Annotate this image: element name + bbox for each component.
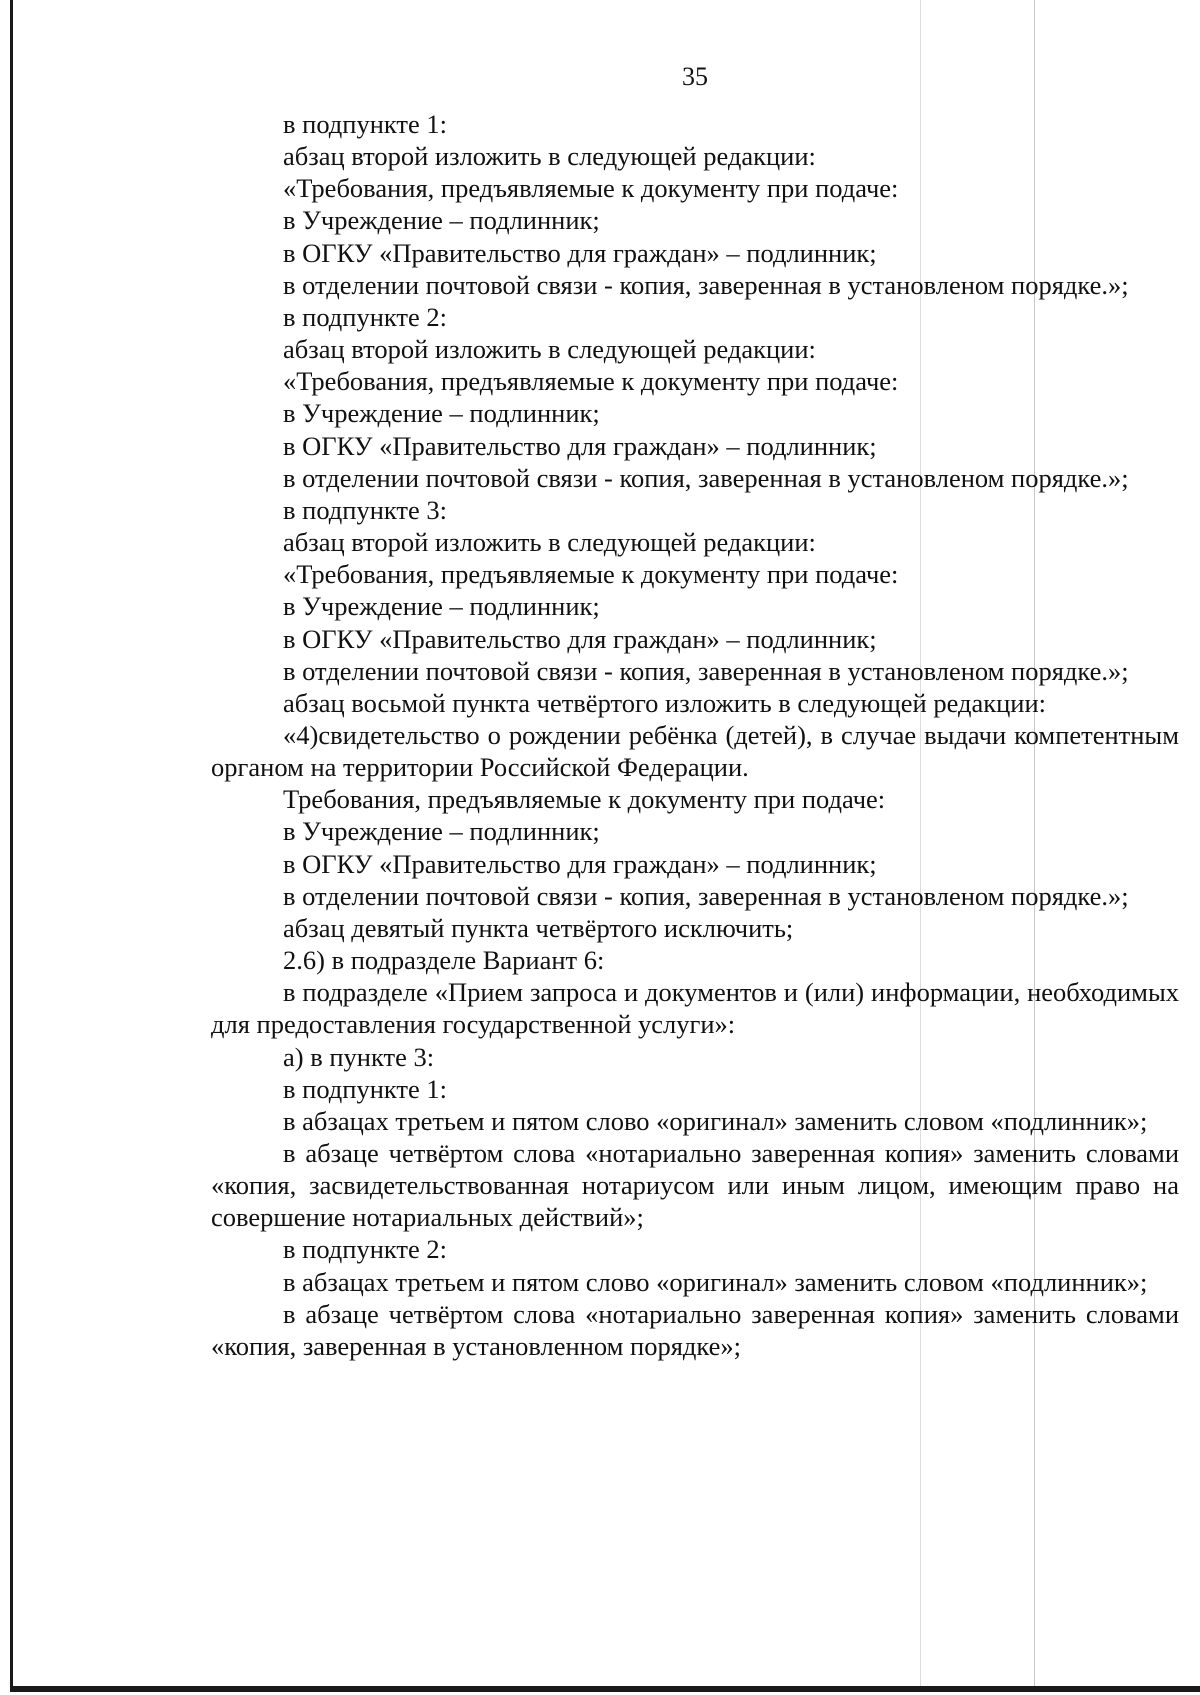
document-body [211, 108, 1179, 1362]
paragraph: в отделении почтовой связи - копия, заверенная в установленом порядке.»; [283, 269, 1129, 300]
paragraph: в Учреждение – подлинник; [283, 205, 600, 236]
paragraph: в абзацах третьем и пятом слово «оригинал» заменить словом «подлинник»; [283, 1105, 1148, 1136]
paragraph: «Требования, предъявляемые к документу при подаче: [283, 559, 899, 590]
paragraph: абзац второй изложить в следующей редакции: [283, 334, 816, 365]
paragraph: 2.6) в подразделе Вариант 6: [283, 945, 605, 976]
paragraph: в абзацах третьем и пятом слово «оригинал» заменить словом «подлинник»; [283, 1266, 1148, 1297]
paragraph: в отделении почтовой связи - копия, заверенная в установленом порядке.»; [283, 880, 1129, 911]
paragraph: в подпункте 1: [283, 109, 448, 139]
paragraph: в подпункте 1: [283, 1073, 448, 1104]
paragraph: в Учреждение – подлинник; [283, 591, 600, 622]
scan-border-bottom [10, 1686, 1200, 1692]
paragraph: в ОГКУ «Правительство для граждан» – подлинник; [283, 237, 877, 268]
paragraph: в подпункте 2: [283, 1234, 448, 1265]
paragraph: а) в пункте 3: [283, 1041, 435, 1072]
paragraph: в подразделе «Прием запроса и документов и (или) информации, необходимых для предоставления государственной услуги»: [211, 977, 1179, 1040]
paragraph: в ОГКУ «Правительство для граждан» – подлинник; [283, 430, 877, 461]
paragraph: «Требования, предъявляемые к документу при подаче: [283, 173, 899, 204]
paragraph: абзац восьмой пункта четвёртого изложить в следующей редакции: [283, 687, 1047, 718]
scan-border-left [10, 0, 13, 1690]
paragraph: «Требования, предъявляемые к документу при подаче: [283, 366, 899, 397]
paragraph: абзац девятый пункта четвёртого исключить; [283, 912, 794, 943]
paragraph: в абзаце четвёртом слова «нотариально заверенная копия» заменить словами «копия, засвидетельствованная нотариусом или иным лицом, имеющим право на совершение нотариальных действий»; [211, 1138, 1179, 1233]
paragraph: в Учреждение – подлинник; [283, 816, 600, 847]
paragraph: в отделении почтовой связи - копия, заверенная в установленом порядке.»; [283, 655, 1129, 686]
paragraph: абзац второй изложить в следующей редакции: [283, 527, 816, 558]
paragraph: в абзаце четвёртом слова «нотариально заверенная копия» заменить словами «копия, заверенная в установленном порядке»; [211, 1298, 1179, 1361]
paragraph: в подпункте 3: [283, 494, 448, 525]
paragraph: Требования, предъявляемые к документу при подаче: [283, 784, 886, 815]
paragraph: абзац второй изложить в следующей редакции: [283, 141, 816, 172]
paragraph: в Учреждение – подлинник; [283, 398, 600, 429]
paragraph: «4)свидетельство о рождении ребёнка (детей), в случае выдачи компетентным органом на территории Российской Федерации. [211, 719, 1179, 783]
paragraph: в ОГКУ «Правительство для граждан» – подлинник; [283, 848, 877, 879]
paragraph: в ОГКУ «Правительство для граждан» – подлинник; [283, 623, 877, 654]
paragraph: в подпункте 2: [283, 301, 448, 332]
paragraph: в отделении почтовой связи - копия, заверенная в установленом порядке.»; [283, 462, 1129, 493]
page-number: 35 [682, 62, 708, 91]
